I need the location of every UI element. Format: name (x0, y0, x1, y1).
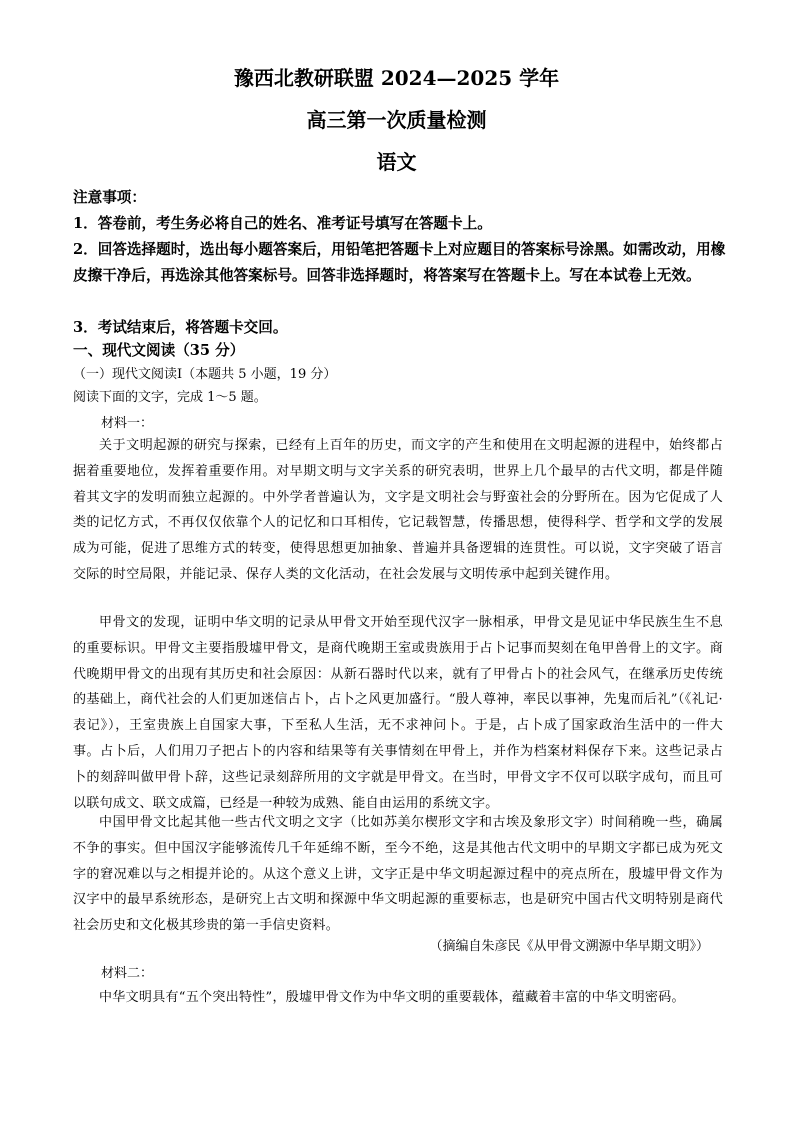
material-1-label: 材料一： (101, 416, 154, 431)
section-title: 一、现代文阅读（35 分） (73, 342, 245, 359)
notice-heading: 注意事项： (73, 189, 146, 206)
notice-item-3: 3．考试结束后，将答题卡交回。 (73, 319, 288, 336)
material-1-paragraph-1: 关于文明起源的研究与探索，已经有上百年的历史，而文字的产生和使用在文明起源的进程中，始终都占据着重要地位，发挥着重要作用。对早期文明与文字关系的研究表明，世界上几个最早的古代文明，都是伴随着其文字的发明而独立起源的。中外学者普遍认为，文字是文明社会与野蛮社会的分野所在。因为它促成了人类的记忆方式，不再仅仅依靠个人的记忆和口耳相传，它记载智慧，传播思想，使得科学、哲学和文学的发展成为可能，促进了思维方式的转变，使得思想更加抽象、普遍并具备逻辑的连贯性。可以说，文字突破了语言交际的时空局限，并能记录、保存人类的文化活动，在社会发展与文明传承中起到关键作用。 (73, 438, 723, 582)
material-1-source: （摘编自朱彦民《从甲骨文溯源中华早期文明》） (429, 939, 709, 954)
exam-subject: 语文 (376, 150, 417, 174)
material-2-paragraph-1: 中华文明具有“五个突出特性”，殷墟甲骨文作为中华文明的重要载体，蕴藏着丰富的中华文明密码。 (99, 990, 685, 1005)
section-instruction: 阅读下面的文字，完成 1～5 题。 (73, 390, 267, 405)
section-subtitle: （一）现代文阅读Ⅰ（本题共 5 小题，19 分） (73, 367, 337, 382)
exam-header-title: 高三第一次质量检测 (306, 108, 487, 132)
material-1-paragraph-3: 中国甲骨文比起其他一些古代文明之文字（比如苏美尔楔形文字和古埃及象形文字）时间稍晚一些，确属不争的事实。但中国汉字能够流传几千年延绵不断，至今不绝，这是其他古代文明中的早期文字都已成为死文字的窘况难以与之相提并论的。从这个意义上讲，文字正是中华文明起源过程中的亮点所在，殷墟甲骨文作为汉字中的最早系统形态，是研究上古文明和探源中华文明起源的重要标志，也是研究中国古代文明特别是商代社会历史和文化极其珍贵的第一手信史资料。 (73, 815, 723, 934)
material-2-label: 材料二： (101, 966, 154, 981)
notice-item-1: 1．答卷前，考生务必将自己的姓名、准考证号填写在答题卡上。 (73, 215, 492, 232)
notice-item-2: 2．回答选择题时，选出每小题答案后，用铅笔把答题卡上对应题目的答案标号涂黑。如需改动，用橡皮擦干净后，再选涂其他答案标号。回答非选择题时，将答案写在答题卡上。写在本试卷上无效。 (73, 241, 726, 284)
material-1-paragraph-2: 甲骨文的发现，证明中华文明的记录从甲骨文开始至现代汉字一脉相承，甲骨文是见证中华民族生生不息的重要标识。甲骨文主要指殷墟甲骨文，是商代晚期王室或贵族用于占卜记事而契刻在龟甲兽骨上的文字。商代晚期甲骨文的出现有其历史和社会原因：从新石器时代以来，就有了甲骨占卜的社会风气，在继承历史传统的基础上，商代社会的人们更加迷信占卜，占卜之风更加盛行。“殷人尊神，率民以事神，先鬼而后礼”（《礼记·表记》），王室贵族上自国家大事，下至私人生活，无不求神问卜。于是，占卜成了国家政治生活中的一件大事。占卜后，人们用刀子把占卜的内容和结果等有关事情刻在甲骨上，并作为档案材料保存下来。这些记录占卜的刻辞叫做甲骨卜辞，这些记录刻辞所用的文字就是甲骨文。在当时，甲骨文字不仅可以联字成句，而且可以联句成文、联文成篇，已经是一种较为成熟、能自由运用的系统文字。 (73, 615, 723, 811)
exam-header-org: 豫西北教研联盟 2024—2025 学年 (233, 66, 560, 90)
